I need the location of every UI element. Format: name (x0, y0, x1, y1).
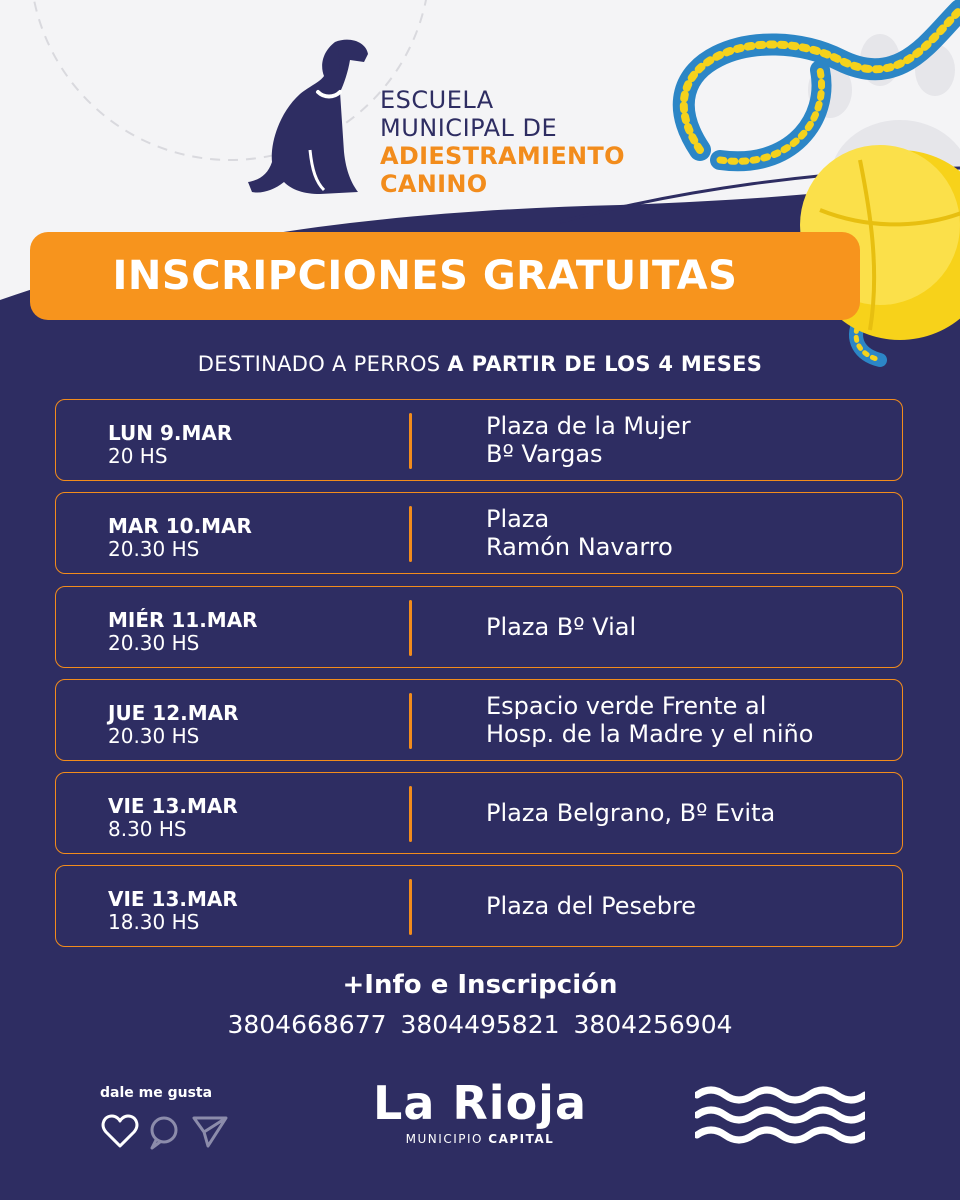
social-icons (100, 1112, 230, 1152)
heart-icon[interactable] (103, 1116, 137, 1146)
banner-title: INSCRIPCIONES GRATUITAS (112, 253, 738, 299)
schedule-date: MAR 10.MAR (108, 514, 252, 538)
place-line-1: Plaza del Pesebre (486, 892, 697, 920)
row-divider (409, 506, 412, 562)
schedule-time: 20.30 HS (108, 537, 200, 561)
schedule-date: VIE 13.MAR (108, 794, 238, 818)
row-divider (409, 786, 412, 842)
place-line-2: Ramón Navarro (486, 533, 673, 561)
brand-sub-bold: CAPITAL (488, 1132, 555, 1146)
subtitle (0, 352, 960, 376)
subtitle-bold: A PARTIR DE LOS 4 MESES (447, 352, 763, 376)
logo-line-escuela: ESCUELA (380, 86, 494, 114)
brand-subtitle (370, 1132, 590, 1146)
place-line-2: Bº Vargas (486, 440, 603, 468)
schedule-time: 20 HS (108, 444, 168, 468)
schedule-place (486, 680, 896, 760)
info-title: +Info e Inscripción (342, 970, 618, 1000)
schedule-place (486, 493, 896, 573)
phone-numbers: 3804668677 3804495821 3804256904 (227, 1010, 733, 1039)
schedule-time: 8.30 HS (108, 817, 187, 841)
place-line-1: Espacio verde Frente al (486, 692, 767, 720)
subtitle-regular: DESTINADO A PERROS (197, 352, 448, 376)
comment-icon[interactable] (152, 1118, 176, 1148)
place-line-1: Plaza de la Mujer (486, 412, 691, 440)
schedule-place (486, 587, 896, 667)
place-line-1: Plaza (486, 505, 550, 533)
place-line-2: Hosp. de la Madre y el niño (486, 720, 814, 748)
school-logo-text (380, 86, 625, 198)
schedule-row (55, 679, 903, 761)
schedule-place (486, 866, 896, 946)
schedule-row (55, 492, 903, 574)
schedule-row (55, 865, 903, 947)
row-divider (409, 879, 412, 935)
like-label: dale me gusta (100, 1085, 213, 1101)
place-line-1: Plaza Belgrano, Bº Evita (486, 799, 776, 827)
send-icon[interactable] (194, 1118, 226, 1146)
logo-line-municipal: MUNICIPAL DE (380, 114, 558, 142)
logo-line-canino: CANINO (380, 170, 488, 198)
schedule-time: 20.30 HS (108, 724, 200, 748)
brand-name: La Rioja (373, 1076, 587, 1130)
schedule-place (486, 773, 896, 853)
schedule-row (55, 399, 903, 481)
schedule-date: LUN 9.MAR (108, 421, 233, 445)
schedule-time: 18.30 HS (108, 910, 200, 934)
schedule-row (55, 772, 903, 854)
logo-line-adiestramiento: ADIESTRAMIENTO (380, 142, 625, 170)
brand-sub-regular: MUNICIPIO (405, 1132, 489, 1146)
municipality-brand (370, 1078, 590, 1146)
schedule-date: JUE 12.MAR (108, 701, 239, 725)
place-line-1: Plaza Bº Vial (486, 613, 637, 641)
schedule-time: 20.30 HS (108, 631, 200, 655)
dog-logo-icon (240, 32, 380, 200)
schedule-row (55, 586, 903, 668)
schedule-date: MIÉR 11.MAR (108, 608, 258, 632)
row-divider (409, 693, 412, 749)
waves-icon (695, 1085, 865, 1151)
row-divider (409, 600, 412, 656)
schedule-place (486, 400, 896, 480)
schedule-date: VIE 13.MAR (108, 887, 238, 911)
row-divider (409, 413, 412, 469)
